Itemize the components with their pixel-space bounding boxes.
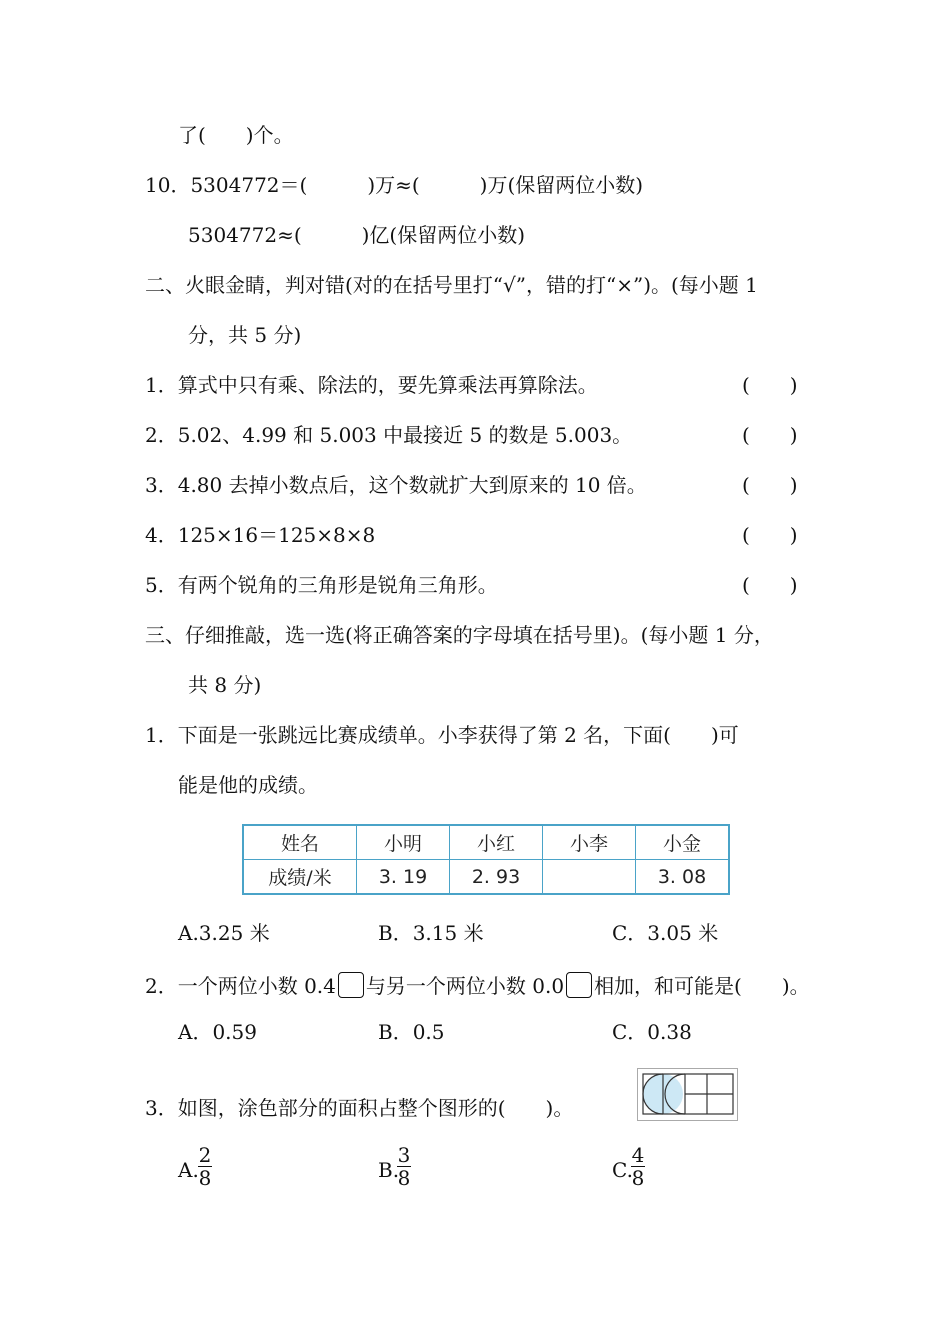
blank-digit-box-2[interactable] <box>566 972 592 998</box>
fraction-numerator: 3 <box>397 1143 411 1167</box>
choice-3-stem: 3．如图，涂色部分的面积占整个图形的( )。 <box>145 1096 574 1120</box>
fraction <box>198 1145 212 1188</box>
fraction <box>631 1145 645 1188</box>
judge-answer-paren-1[interactable]: ( ) <box>742 373 798 397</box>
judge-answer-paren-2[interactable]: ( ) <box>742 423 798 447</box>
choice-2-option-a[interactable]: A．0.59 <box>178 1020 257 1044</box>
shaded-area-figure <box>637 1068 738 1121</box>
line-q9-end: 了( )个。 <box>178 123 294 147</box>
table-cell: 3. 19 <box>357 860 450 895</box>
fraction-denominator: 8 <box>198 1166 212 1190</box>
table-cell: 2. 93 <box>450 860 543 895</box>
table-header-cell: 小李 <box>543 825 636 860</box>
judge-item-1: 1．算式中只有乘、除法的，要先算乘法再算除法。 <box>145 373 598 397</box>
choice-2-text-1: 2．一个两位小数 0.4 <box>145 974 336 998</box>
table-header-cell: 小明 <box>357 825 450 860</box>
option-label: A. <box>178 1158 199 1182</box>
blank-digit-box-1[interactable] <box>338 972 364 998</box>
choice-2-option-c[interactable]: C．0.38 <box>612 1020 692 1044</box>
table-cell: 3. 08 <box>636 860 730 895</box>
choice-2-option-b[interactable]: B．0.5 <box>378 1020 445 1044</box>
choice-2-stem <box>145 972 810 999</box>
fraction-numerator: 2 <box>198 1143 212 1167</box>
table-cell: 成绩/米 <box>243 860 357 895</box>
fraction-numerator: 4 <box>631 1143 645 1167</box>
choice-2-text-3: 相加，和可能是( )。 <box>594 974 810 998</box>
section-2-title-cont: 分，共 5 分) <box>188 323 302 347</box>
section-2-title: 二、火眼金睛，判对错(对的在括号里打“√”，错的打“×”)。(每小题 1 <box>145 273 758 297</box>
choice-2-text-2: 与另一个两位小数 0.0 <box>365 974 565 998</box>
table-row <box>243 860 729 895</box>
table-header-cell: 姓名 <box>243 825 357 860</box>
judge-answer-paren-3[interactable]: ( ) <box>742 473 798 497</box>
choice-1-option-b[interactable]: B．3.15 米 <box>378 921 484 945</box>
choice-1-option-c[interactable]: C．3.05 米 <box>612 921 719 945</box>
option-label: C. <box>612 1158 633 1182</box>
choice-1-stem: 1．下面是一张跳远比赛成绩单。小李获得了第 2 名，下面( )可 <box>145 723 739 747</box>
table-header-cell: 小金 <box>636 825 730 860</box>
judge-item-4: 4．125×16＝125×8×8 <box>145 523 376 547</box>
section-3-title: 三、仔细推敲，选一选(将正确答案的字母填在括号里)。(每小题 1 分， <box>145 623 774 647</box>
table-header-cell: 小红 <box>450 825 543 860</box>
judge-item-2: 2．5.02、4.99 和 5.003 中最接近 5 的数是 5.003。 <box>145 423 633 447</box>
choice-1-stem-cont: 能是他的成绩。 <box>178 773 318 797</box>
score-table <box>242 824 730 895</box>
question-10-line2: 5304772≈( )亿(保留两位小数) <box>188 223 526 247</box>
fraction-denominator: 8 <box>631 1166 645 1190</box>
fraction-denominator: 8 <box>397 1166 411 1190</box>
judge-item-5: 5．有两个锐角的三角形是锐角三角形。 <box>145 573 498 597</box>
judge-answer-paren-5[interactable]: ( ) <box>742 573 798 597</box>
question-10-line1: 10．5304772＝( )万≈( )万(保留两位小数) <box>145 173 644 197</box>
choice-1-option-a[interactable]: A.3.25 米 <box>178 921 270 945</box>
judge-answer-paren-4[interactable]: ( ) <box>742 523 798 547</box>
table-cell <box>543 860 636 895</box>
table-header-row <box>243 825 729 860</box>
judge-item-3: 3．4.80 去掉小数点后，这个数就扩大到原来的 10 倍。 <box>145 473 647 497</box>
fraction <box>397 1145 411 1188</box>
section-3-title-cont: 共 8 分) <box>188 673 262 697</box>
option-label: B. <box>378 1158 400 1182</box>
